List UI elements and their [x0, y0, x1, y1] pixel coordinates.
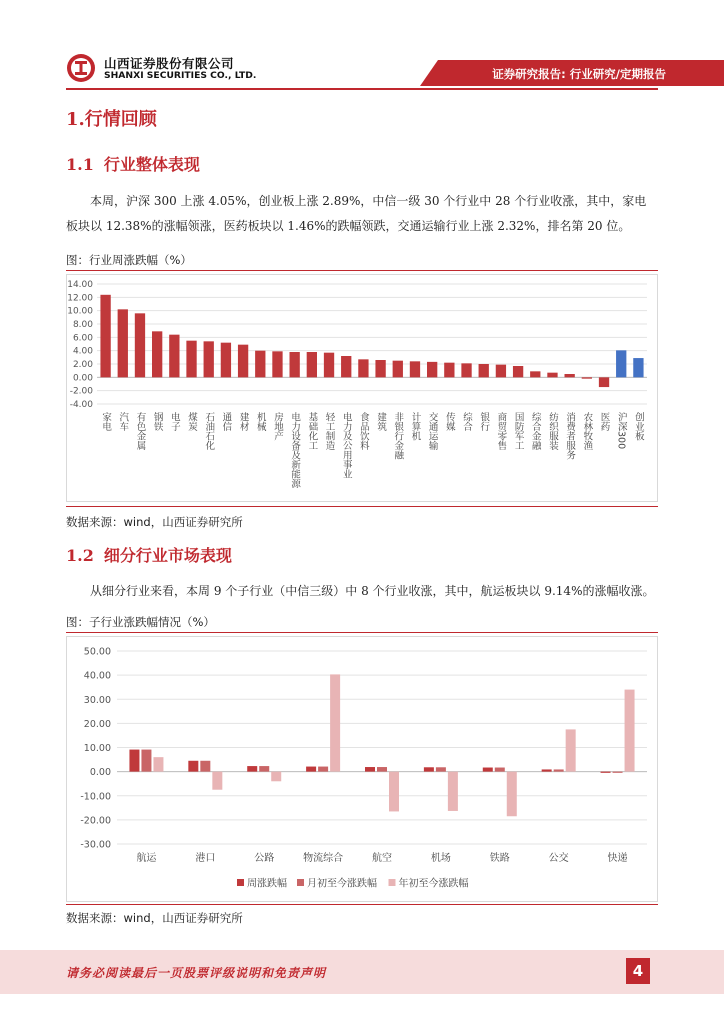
- bar: [633, 358, 643, 377]
- y-tick-label: 20.00: [83, 718, 111, 730]
- x-category-label: 家电: [100, 412, 112, 431]
- x-category-label: 电力设备及新能源: [289, 412, 301, 488]
- bar: [307, 352, 317, 377]
- subindustry-change-chart: [67, 637, 657, 901]
- figure-caption-1: 图：行业周涨跌幅（%）: [66, 253, 192, 267]
- bar: [135, 313, 145, 377]
- y-tick-label: 12.00: [67, 293, 93, 304]
- x-category-label: 铁路: [489, 853, 510, 864]
- x-category-label: 机械: [254, 412, 266, 431]
- bar: [566, 729, 576, 771]
- bar: [204, 341, 214, 377]
- bar: [290, 352, 300, 377]
- x-category-label: 银行: [478, 412, 490, 431]
- bar: [212, 772, 222, 790]
- y-tick-label: 4.00: [72, 346, 93, 357]
- subsection-heading: 细分行业市场表现: [103, 546, 232, 565]
- report-type: 证券研究报告: 行业研究/定期报告: [492, 67, 666, 81]
- paragraph-subindustry: 从细分行业来看，本周 9 个子行业（中信三级）中 8 个行业收涨，其中，航运板块以 9.14%的涨幅收涨。: [90, 584, 655, 598]
- bar: [444, 363, 454, 378]
- y-tick-label: 14.00: [67, 280, 93, 290]
- y-tick-label: 0.00: [72, 373, 93, 384]
- bar: [188, 761, 198, 772]
- bar: [613, 772, 623, 773]
- subindustry-chart-frame: [66, 636, 658, 902]
- bar: [324, 353, 334, 378]
- bar: [152, 331, 162, 377]
- x-category-label: 快递: [607, 853, 628, 864]
- x-category-label: 非银行金融: [392, 412, 404, 460]
- y-tick-label: 0.00: [89, 767, 111, 779]
- bar: [129, 750, 139, 772]
- bar: [393, 361, 403, 378]
- bar: [100, 295, 110, 378]
- x-category-label: 石油石化: [203, 412, 215, 450]
- bar: [513, 366, 523, 377]
- x-category-label: 汽车: [117, 412, 129, 431]
- company-name-en: SHANXI SECURITIES CO., LTD.: [104, 70, 257, 81]
- bar: [306, 767, 316, 772]
- x-category-label: 电子: [168, 412, 180, 431]
- y-tick-label: -30.00: [80, 839, 111, 851]
- x-category-label: 公交: [548, 853, 569, 864]
- bar: [507, 772, 517, 817]
- bar: [186, 341, 196, 378]
- bar: [616, 350, 626, 377]
- bar: [318, 767, 328, 772]
- x-category-label: 计算机: [409, 412, 421, 441]
- bar: [495, 768, 505, 772]
- figure-rule: [66, 270, 658, 271]
- figure-caption-2: 图：子行业涨跌幅情况（%）: [66, 615, 215, 629]
- subsection-title-1-2: [66, 543, 232, 566]
- page-number: 4: [626, 958, 650, 984]
- bar: [153, 757, 163, 771]
- bar: [461, 363, 471, 377]
- y-tick-label: 8.00: [72, 320, 93, 330]
- y-tick-label: -2.00: [69, 386, 93, 397]
- bar: [271, 772, 281, 782]
- y-tick-label: -20.00: [80, 815, 111, 827]
- bar: [272, 351, 282, 377]
- x-category-label: 创业板: [632, 412, 644, 441]
- subsection-heading: 行业整体表现: [103, 155, 200, 174]
- bar: [424, 767, 434, 771]
- paragraph-overview: 本周，沪深 300 上涨 4.05%，创业板上涨 2.89%，中信一级 30 个行业中 28 个行业收涨，其中，家电板块以 12.38%的涨幅领涨，医药板块以 1.46%的跌幅领跌，交通运输行业上涨 2.32%，排名第 20 位。: [66, 194, 647, 233]
- x-category-label: 食品饮料: [357, 412, 369, 450]
- y-tick-label: 30.00: [83, 694, 111, 706]
- subsection-number: 1.2: [66, 546, 94, 565]
- legend-label: 周涨跌幅: [247, 878, 287, 890]
- bar: [247, 766, 257, 772]
- disclaimer-note: 请务必阅读最后一页股票评级说明和免责声明: [66, 966, 327, 980]
- industry-chart-frame: [66, 274, 658, 502]
- x-category-label: 沪深300: [615, 412, 627, 450]
- bar: [200, 761, 210, 772]
- x-category-label: 交通运输: [426, 412, 438, 450]
- figure-rule: [66, 632, 658, 633]
- y-tick-label: 10.00: [83, 743, 111, 754]
- x-category-label: 有色金属: [134, 412, 146, 450]
- x-category-label: 通信: [220, 412, 232, 431]
- figure-rule: [66, 506, 658, 507]
- x-category-label: 煤炭: [186, 412, 198, 431]
- bar: [582, 377, 592, 378]
- bar: [259, 766, 269, 772]
- bar: [554, 769, 564, 771]
- legend-swatch: [389, 879, 396, 886]
- bar: [238, 345, 248, 378]
- bar: [221, 343, 231, 378]
- bar: [358, 359, 368, 377]
- legend-swatch: [237, 879, 244, 886]
- x-category-label: 港口: [195, 853, 216, 864]
- x-category-label: 综合金融: [529, 412, 541, 450]
- x-category-label: 电力及公用事业: [340, 412, 352, 479]
- bar: [599, 377, 609, 387]
- bar: [141, 750, 151, 772]
- x-category-label: 国防军工: [512, 412, 524, 450]
- data-source-2: 数据来源：wind，山西证券研究所: [66, 911, 243, 925]
- x-category-label: 房地产: [271, 412, 283, 441]
- bar: [255, 351, 265, 378]
- x-category-label: 建筑: [375, 412, 387, 431]
- x-category-label: 商贸零售: [495, 412, 507, 450]
- y-tick-label: 40.00: [83, 670, 111, 682]
- subsection-number: 1.1: [66, 155, 94, 174]
- bar: [496, 365, 506, 378]
- bar: [483, 768, 493, 772]
- header-divider: [66, 88, 658, 90]
- x-category-label: 纺织服装: [546, 412, 558, 450]
- y-tick-label: 2.00: [72, 360, 93, 370]
- bar: [118, 309, 128, 377]
- x-category-label: 医药: [598, 412, 610, 431]
- bar: [365, 767, 375, 772]
- bar: [565, 374, 575, 377]
- industry-weekly-chart: [67, 275, 657, 501]
- x-category-label: 传媒: [443, 412, 455, 431]
- bar: [341, 356, 351, 377]
- bar: [448, 772, 458, 811]
- bar: [377, 767, 387, 772]
- x-category-label: 轻工制造: [323, 412, 335, 450]
- bar: [330, 674, 340, 771]
- bar: [410, 361, 420, 377]
- x-category-label: 公路: [254, 853, 275, 864]
- x-category-label: 钢铁: [151, 412, 163, 431]
- x-category-label: 航运: [136, 853, 157, 864]
- legend-label: 月初至今涨跌幅: [307, 878, 377, 890]
- data-source-1: 数据来源：wind，山西证券研究所: [66, 515, 243, 529]
- x-category-label: 综合: [461, 412, 473, 431]
- bar: [547, 373, 557, 378]
- x-category-label: 农林牧渔: [581, 412, 593, 450]
- y-tick-label: 50.00: [83, 646, 111, 658]
- y-tick-label: 10.00: [67, 306, 93, 317]
- x-category-label: 基础化工: [306, 412, 318, 450]
- bar: [169, 335, 179, 378]
- x-category-label: 消费者服务: [564, 412, 576, 460]
- legend-swatch: [297, 879, 304, 886]
- x-category-label: 机场: [430, 853, 451, 864]
- section-title: 1.行情回顾: [66, 109, 157, 130]
- x-category-label: 航空: [372, 853, 392, 864]
- bar: [375, 360, 385, 377]
- x-category-label: 物流综合: [303, 853, 344, 864]
- bar: [601, 772, 611, 773]
- bar: [389, 772, 399, 812]
- bar: [479, 364, 489, 377]
- legend-label: 年初至今涨跌幅: [398, 878, 469, 890]
- subsection-title-1-1: [66, 152, 200, 175]
- bar: [530, 371, 540, 377]
- page-header: [0, 0, 724, 90]
- bar: [542, 769, 552, 771]
- company-name-cn: 山西证券股份有限公司: [104, 56, 235, 71]
- y-tick-label: -10.00: [80, 791, 111, 803]
- y-tick-label: -4.00: [69, 400, 93, 410]
- company-logo-icon: [66, 53, 96, 83]
- bar: [436, 767, 446, 771]
- bar: [427, 362, 437, 377]
- bar: [625, 690, 635, 772]
- y-tick-label: 6.00: [72, 333, 93, 344]
- x-category-label: 建材: [237, 412, 249, 431]
- figure-rule: [66, 904, 658, 905]
